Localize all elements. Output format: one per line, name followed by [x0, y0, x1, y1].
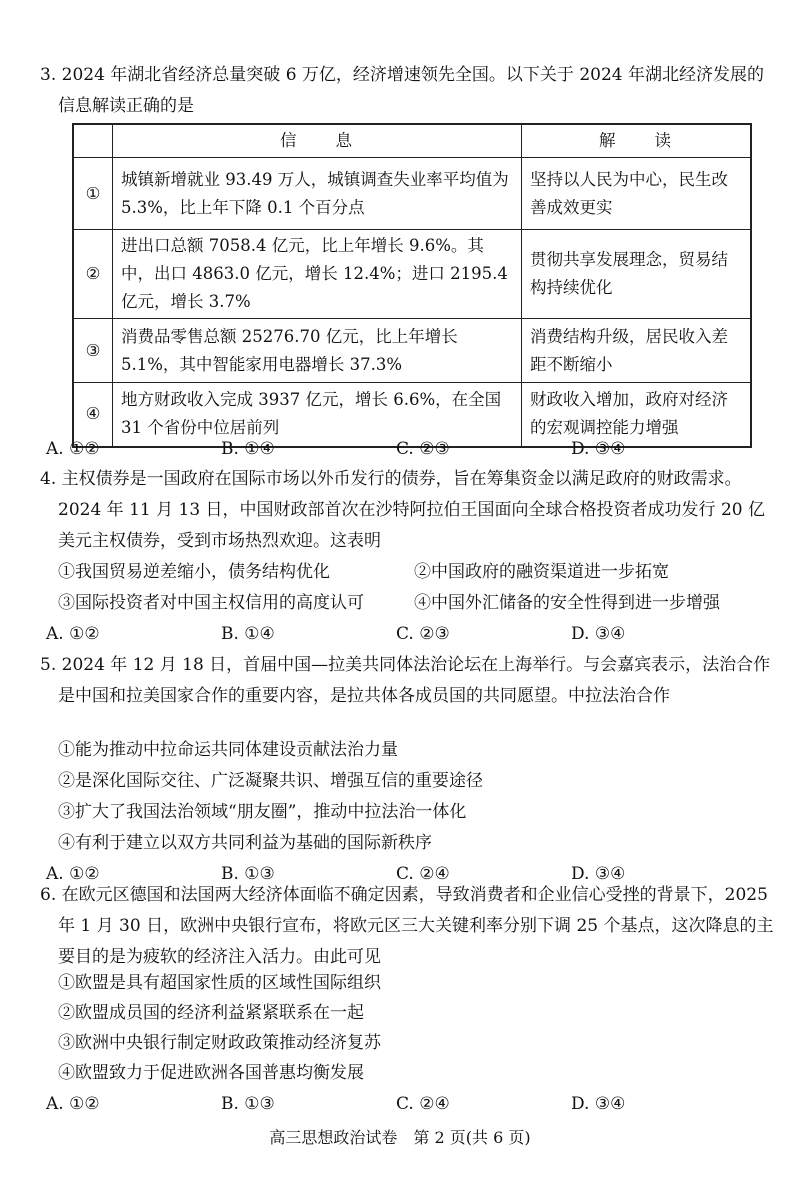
row-number: ②: [73, 230, 113, 319]
option-2: ②欧盟成员国的经济利益紧紧联系在一起: [58, 1003, 364, 1023]
choice-c[interactable]: C. ②③: [396, 439, 450, 459]
table-header-row: [73, 124, 751, 158]
choice-b[interactable]: B. ①④: [221, 439, 275, 459]
choice-d[interactable]: D. ③④: [571, 1094, 626, 1114]
choice-a[interactable]: A. ①②: [46, 624, 100, 644]
row-info: 地方财政收入完成 3937 亿元，增长 6.6%，在全国 31 个省份中位居前列: [113, 383, 522, 447]
table-header-info: 信 息: [113, 124, 522, 158]
row-interpretation: 贯彻共享发展理念，贸易结构持续优化: [522, 230, 752, 319]
choice-a[interactable]: A. ①②: [46, 864, 100, 884]
option-4: ④中国外汇储备的安全性得到进一步增强: [414, 593, 720, 613]
option-3: ③欧洲中央银行制定财政政策推动经济复苏: [58, 1033, 381, 1053]
page-footer: 高三思想政治试卷 第 2 页(共 6 页): [269, 1128, 531, 1147]
row-number: ①: [73, 158, 113, 230]
option-3: ③扩大了我国法治领域“朋友圈”，推动中拉法治一体化: [58, 802, 467, 822]
row-info: 进出口总额 7058.4 亿元，比上年增长 9.6%。其中，出口 4863.0 亿元，增长 12.4%；进口 2195.4 亿元，增长 3.7%: [113, 230, 522, 319]
table-row: [73, 230, 751, 319]
question-3-choices: [40, 434, 766, 465]
table-row: [73, 319, 751, 383]
choice-b[interactable]: B. ①④: [221, 624, 275, 644]
row-number: ③: [73, 319, 113, 383]
option-3: ③国际投资者对中国主权信用的高度认可: [58, 593, 364, 613]
question-4-options-row-2: [40, 588, 760, 619]
question-6-choices: [40, 1089, 766, 1120]
row-info: 城镇新增就业 93.49 万人，城镇调查失业率平均值为 5.3%，比上年下降 0.1 个百分点: [113, 158, 522, 230]
option-1: ①欧盟是具有超国家性质的区域性国际组织: [58, 973, 381, 993]
row-interpretation: 消费结构升级，居民收入差距不断缩小: [522, 319, 752, 383]
choice-c[interactable]: C. ②③: [396, 624, 450, 644]
choice-d[interactable]: D. ③④: [571, 439, 626, 459]
option-1: ①能为推动中拉命运共同体建设贡献法治力量: [58, 740, 398, 760]
choice-d[interactable]: D. ③④: [571, 624, 626, 644]
choice-a[interactable]: A. ①②: [46, 439, 100, 459]
question-6-stem: 6. 在欧元区德国和法国两大经济体面临不确定因素，导致消费者和企业信心受挫的背景下，2025 年 1 月 30 日，欧洲中央银行宣布，将欧元区三大关键利率分别下调 25 个基点，这次降息的主要目的是为疲软的经济注入活力。由此可见: [40, 885, 774, 967]
option-4: ④欧盟致力于促进欧洲各国普惠均衡发展: [58, 1063, 364, 1083]
question-4-choices: [40, 619, 766, 650]
table-row: [73, 158, 751, 230]
row-number: ④: [73, 383, 113, 447]
choice-c[interactable]: C. ②④: [396, 1094, 450, 1114]
choice-d[interactable]: D. ③④: [571, 864, 626, 884]
question-3-stem: 3. 2024 年湖北省经济总量突破 6 万亿，经济增速领先全国。以下关于 2024 年湖北经济发展的信息解读正确的是: [40, 65, 764, 116]
choice-a[interactable]: A. ①②: [46, 1094, 100, 1114]
question-4-stem: 4. 主权债券是一国政府在国际市场以外币发行的债券，旨在筹集资金以满足政府的财政需求。2024 年 11 月 13 日，中国财政部首次在沙特阿拉伯王国面向全球合格投资者成功发行 20 亿美元主权债券，受到市场热烈欢迎。这表明: [40, 469, 765, 551]
question-4-options-row-1: [40, 557, 760, 588]
option-2: ②中国政府的融资渠道进一步拓宽: [414, 562, 669, 582]
option-4: ④有利于建立以双方共同利益为基础的国际新秩序: [58, 833, 432, 853]
question-5-stem: 5. 2024 年 12 月 18 日，首届中国—拉美共同体法治论坛在上海举行。与会嘉宾表示，法治合作是中国和拉美国家合作的重要内容，是拉共体各成员国的共同愿望。中拉法治合作: [40, 655, 771, 706]
option-2: ②是深化国际交往、广泛凝聚共识、增强互信的重要途径: [58, 771, 483, 791]
table-header-num: [73, 124, 113, 158]
choice-c[interactable]: C. ②④: [396, 864, 450, 884]
question-3-table: [72, 123, 752, 448]
table-header-interp: 解 读: [522, 124, 752, 158]
choice-b[interactable]: B. ①③: [221, 864, 275, 884]
option-1: ①我国贸易逆差缩小，债务结构优化: [58, 562, 330, 582]
choice-b[interactable]: B. ①③: [221, 1094, 275, 1114]
row-interpretation: 财政收入增加，政府对经济的宏观调控能力增强: [522, 383, 752, 447]
row-interpretation: 坚持以人民为中心，民生改善成效更实: [522, 158, 752, 230]
row-info: 消费品零售总额 25276.70 亿元，比上年增长 5.1%，其中智能家用电器增长 37.3%: [113, 319, 522, 383]
